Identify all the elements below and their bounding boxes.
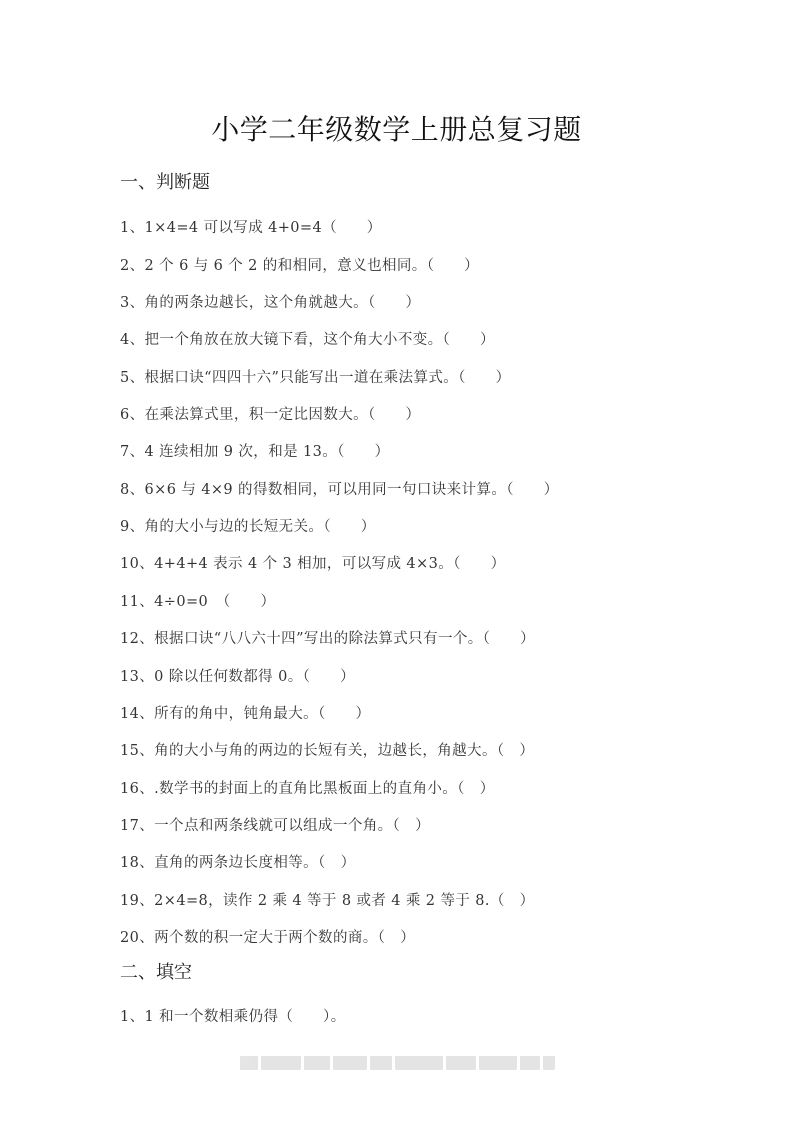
section-heading-judgement: 一、判断题 — [120, 172, 210, 193]
question-item: 1、1 和一个数相乘仍得（ ）。 — [120, 1009, 346, 1025]
question-item: 16、.数学书的封面上的直角比黑板面上的直角小。（ ） — [120, 781, 495, 797]
question-item: 18、直角的两条边长度相等。（ ） — [120, 855, 356, 871]
question-item: 5、根据口诀“四四十六”只能写出一道在乘法算式。（ ） — [120, 370, 511, 386]
section-heading-fill-blank: 二、填空 — [120, 962, 192, 983]
question-item: 4、把一个角放在放大镜下看，这个角大小不变。（ ） — [120, 332, 495, 348]
question-item: 10、4+4+4 表示 4 个 3 相加，可以写成 4×3。（ ） — [120, 556, 506, 572]
question-item: 17、一个点和两条线就可以组成一个角。（ ） — [120, 818, 430, 834]
question-item: 13、0 除以任何数都得 0。（ ） — [120, 669, 355, 685]
question-item: 15、角的大小与角的两边的长短有关，边越长，角越大。（ ） — [120, 743, 535, 759]
question-item: 1、1×4=4 可以写成 4+0=4（ ） — [120, 220, 382, 236]
question-item: 2、2 个 6 与 6 个 2 的和相同，意义也相同。（ ） — [120, 258, 480, 274]
question-item: 14、所有的角中，钝角最大。（ ） — [120, 706, 371, 722]
question-item: 7、4 连续相加 9 次，和是 13。（ ） — [120, 444, 390, 460]
question-item: 19、2×4=8，读作 2 乘 4 等于 8 或者 4 乘 2 等于 8.（ ） — [120, 893, 535, 909]
blurred-watermark — [240, 1056, 555, 1070]
question-item: 3、角的两条边越长，这个角就越大。（ ） — [120, 295, 421, 311]
question-item: 12、根据口诀“八八六十四”写出的除法算式只有一个。（ ） — [120, 631, 536, 647]
question-item: 11、4÷0=0 （ ） — [120, 594, 276, 610]
question-item: 9、角的大小与边的长短无关。（ ） — [120, 519, 376, 535]
question-item: 6、在乘法算式里，积一定比因数大。（ ） — [120, 407, 421, 423]
question-item: 8、6×6 与 4×9 的得数相同，可以用同一句口诀来计算。（ ） — [120, 482, 559, 498]
question-item: 20、两个数的积一定大于两个数的商。（ ） — [120, 930, 416, 946]
page-title: 小学二年级数学上册总复习题 — [211, 113, 582, 146]
